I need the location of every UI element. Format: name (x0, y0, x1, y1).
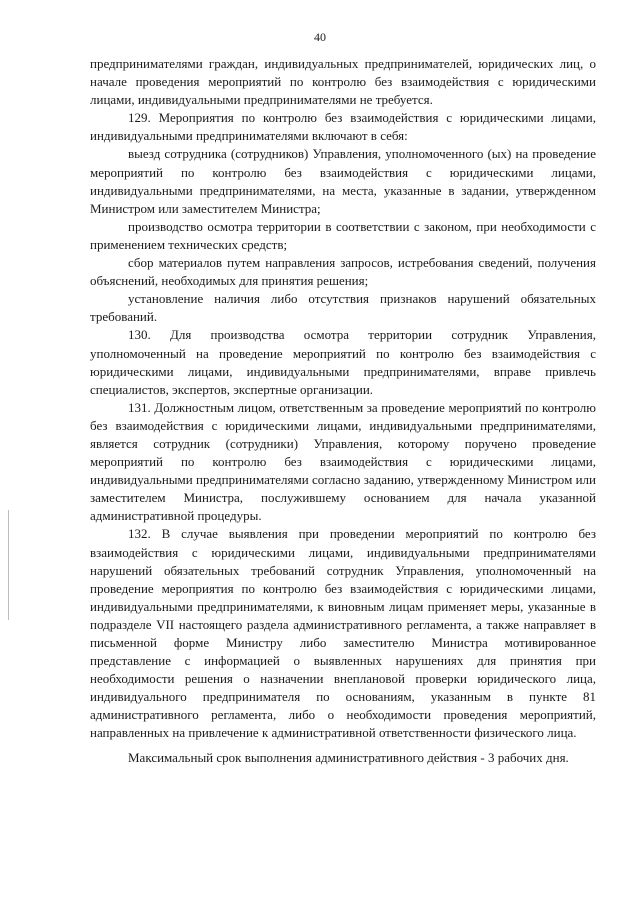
paragraph-131: 131. Должностным лицом, ответственным за проведение мероприятий по контролю без взаимодействия с юридическими лицами, индивидуальными предпринимателями, является сотрудник (сотрудники) Управления, которому поручено проведение мероприятий по контролю без взаимодействия с юридическими лицами, индивидуальными предпринимателями согласно заданию, утвержденному Министром или заместителем Министра, послужившему основанием для начала указанной административной процедуры. (90, 399, 596, 524)
document-body (90, 55, 596, 767)
paragraph-129-item-4: установление наличия либо отсутствия признаков нарушений обязательных требований. (90, 291, 596, 325)
scan-edge-mark (8, 510, 9, 620)
paragraph-130: 130. Для производства осмотра территории сотрудник Управления, уполномоченный на проведение мероприятий по контролю без взаимодействия с юридическими лицами, индивидуальными предпринимателями, вправе привлечь специалистов, экспертов, экспертные организации. (90, 327, 596, 397)
paragraph-132: 132. В случае выявления при проведении мероприятий по контролю без взаимодействия с юридическими лицами, индивидуальными предпринимателями нарушений обязательных требований сотрудник Управления, уполномоченный на проведение мероприятия по контролю без взаимодействия с юридическими лицами, индивидуальными предпринимателями, к виновным лицам применяет меры, указанные в подразделе VII настоящего раздела административного регламента, а также направляет в письменной форме Министру либо заместителю Министра мотивированное представление с информацией о выявленных нарушениях для принятия при необходимости решения о назначении внеплановой проверки юридического лица, индивидуального предпринимателя по основаниям, указанным в пункте 81 административного регламента, либо о необходимости проведения мероприятий, направленных на привлечение к административной ответственности физического лица. (90, 526, 596, 741)
paragraph-continuation: предпринимателями граждан, индивидуальных предпринимателей, юридических лиц, о начале проведения мероприятий по контролю без взаимодействия с юридическими лицами, индивидуальными предпринимателями не требуется. (90, 56, 596, 108)
paragraph-129-item-2: производство осмотра территории в соответствии с законом, при необходимости с применением технических средств; (90, 218, 596, 252)
paragraph-129-item-1: выезд сотрудника (сотрудников) Управления, уполномоченного (ых) на проведение мероприятий по контролю без взаимодействия с юридическими лицами, индивидуальными предпринимателями, на места, указанные в задании, утвержденном Министром или заместителем Министра; (90, 146, 596, 216)
paragraph-129-item-3: сбор материалов путем направления запросов, истребования сведений, получения объяснений, необходимых для принятия решения; (90, 255, 596, 289)
page-number: 40 (314, 30, 326, 44)
paragraph-129: 129. Мероприятия по контролю без взаимодействия с юридическими лицами, индивидуальными предпринимателями включают в себя: (90, 110, 596, 144)
paragraph-max-term: Максимальный срок выполнения административного действия - 3 рабочих дня. (128, 749, 569, 765)
